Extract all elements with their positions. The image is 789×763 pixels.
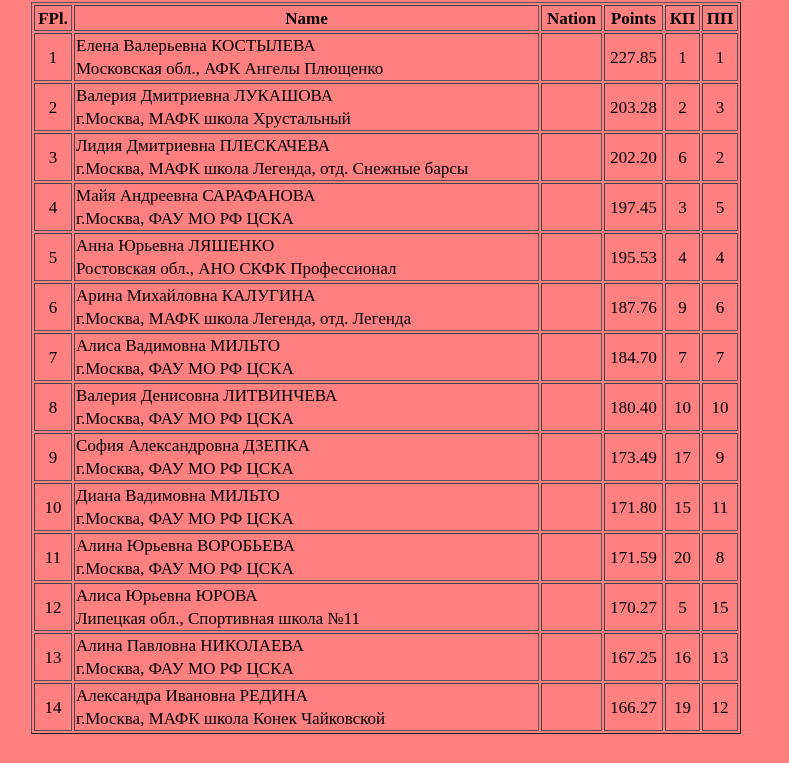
header-nation: Nation [541,5,602,31]
results-body [34,33,738,731]
place-cell: 13 [34,633,72,681]
kp-cell: 2 [665,83,700,131]
skater-name: Диана Вадимовна МИЛЬТО [76,486,280,505]
skater-name: Алиса Юрьевна ЮРОВА [76,586,258,605]
kp-cell: 7 [665,333,700,381]
kp-cell: 16 [665,633,700,681]
skater-club: Липецкая обл., Спортивная школа №11 [76,609,361,628]
skater-club: г.Москва, МАФК школа Конек Чайковской [76,709,386,728]
place-cell: 7 [34,333,72,381]
nation-cell [541,233,602,281]
place-cell: 5 [34,233,72,281]
table-row [34,383,738,431]
skater-name: Лидия Дмитриевна ПЛЕСКАЧЕВА [76,136,331,155]
points-cell: 197.45 [604,183,663,231]
table-row [34,33,738,81]
table-row [34,583,738,631]
results-table [31,2,741,734]
table-row [34,183,738,231]
skater-cell [74,483,539,531]
place-cell: 14 [34,683,72,731]
points-cell: 167.25 [604,633,663,681]
place-cell: 4 [34,183,72,231]
skater-cell [74,133,539,181]
kp-cell: 15 [665,483,700,531]
skater-cell [74,83,539,131]
nation-cell [541,333,602,381]
skater-name: Майя Андреевна САРАФАНОВА [76,186,316,205]
skater-club: г.Москва, МАФК школа Легенда, отд. Снежные барсы [76,159,469,178]
nation-cell [541,683,602,731]
skater-cell [74,633,539,681]
points-cell: 202.20 [604,133,663,181]
skater-club: г.Москва, ФАУ МО РФ ЦСКА [76,659,294,678]
pp-cell: 6 [702,283,738,331]
kp-cell: 5 [665,583,700,631]
table-row [34,683,738,731]
points-cell: 203.28 [604,83,663,131]
skater-cell [74,433,539,481]
pp-cell: 5 [702,183,738,231]
points-cell: 184.70 [604,333,663,381]
pp-cell: 11 [702,483,738,531]
nation-cell [541,133,602,181]
skater-name: Алина Юрьевна ВОРОБЬЕВА [76,536,295,555]
place-cell: 12 [34,583,72,631]
nation-cell [541,383,602,431]
pp-cell: 3 [702,83,738,131]
kp-cell: 6 [665,133,700,181]
place-cell: 8 [34,383,72,431]
nation-cell [541,583,602,631]
place-cell: 3 [34,133,72,181]
table-row [34,133,738,181]
header-pp: ПП [702,5,738,31]
place-cell: 2 [34,83,72,131]
kp-cell: 1 [665,33,700,81]
skater-club: г.Москва, ФАУ МО РФ ЦСКА [76,459,294,478]
table-row [34,533,738,581]
skater-cell [74,283,539,331]
kp-cell: 17 [665,433,700,481]
place-cell: 9 [34,433,72,481]
skater-cell [74,33,539,81]
skater-cell [74,683,539,731]
skater-name: Елена Валерьевна КОСТЫЛЕВА [76,36,316,55]
nation-cell [541,83,602,131]
skater-club: г.Москва, МАФК школа Хрустальный [76,109,351,128]
skater-club: г.Москва, ФАУ МО РФ ЦСКА [76,209,294,228]
points-cell: 171.59 [604,533,663,581]
pp-cell: 1 [702,33,738,81]
pp-cell: 10 [702,383,738,431]
table-row [34,433,738,481]
skater-club: г.Москва, ФАУ МО РФ ЦСКА [76,359,294,378]
points-cell: 195.53 [604,233,663,281]
nation-cell [541,283,602,331]
points-cell: 227.85 [604,33,663,81]
skater-cell [74,333,539,381]
kp-cell: 3 [665,183,700,231]
nation-cell [541,483,602,531]
kp-cell: 10 [665,383,700,431]
table-row [34,283,738,331]
points-cell: 187.76 [604,283,663,331]
skater-name: Александра Ивановна РЕДИНА [76,686,308,705]
table-row [34,483,738,531]
nation-cell [541,183,602,231]
header-points: Points [604,5,663,31]
place-cell: 10 [34,483,72,531]
points-cell: 171.80 [604,483,663,531]
skater-cell [74,533,539,581]
points-cell: 173.49 [604,433,663,481]
place-cell: 6 [34,283,72,331]
pp-cell: 8 [702,533,738,581]
skater-name: Алиса Вадимовна МИЛЬТО [76,336,281,355]
table-row [34,83,738,131]
header-row [34,5,738,31]
table-row [34,233,738,281]
skater-name: София Александровна ДЗЕПКА [76,436,310,455]
skater-club: Московская обл., АФК Ангелы Плющенко [76,59,384,78]
place-cell: 11 [34,533,72,581]
pp-cell: 12 [702,683,738,731]
nation-cell [541,533,602,581]
header-fpl: FPl. [34,5,72,31]
kp-cell: 19 [665,683,700,731]
nation-cell [541,633,602,681]
skater-club: Ростовская обл., АНО СКФК Профессионал [76,259,397,278]
kp-cell: 4 [665,233,700,281]
skater-name: Валерия Денисовна ЛИТВИНЧЕВА [76,386,338,405]
skater-cell [74,183,539,231]
skater-name: Арина Михайловна КАЛУГИНА [76,286,316,305]
points-cell: 166.27 [604,683,663,731]
skater-club: г.Москва, ФАУ МО РФ ЦСКА [76,559,294,578]
skater-club: г.Москва, МАФК школа Легенда, отд. Легенда [76,309,412,328]
nation-cell [541,433,602,481]
pp-cell: 15 [702,583,738,631]
pp-cell: 9 [702,433,738,481]
skater-club: г.Москва, ФАУ МО РФ ЦСКА [76,509,294,528]
pp-cell: 7 [702,333,738,381]
table-row [34,633,738,681]
points-cell: 180.40 [604,383,663,431]
skater-club: г.Москва, ФАУ МО РФ ЦСКА [76,409,294,428]
place-cell: 1 [34,33,72,81]
kp-cell: 20 [665,533,700,581]
pp-cell: 2 [702,133,738,181]
skater-cell [74,583,539,631]
kp-cell: 9 [665,283,700,331]
pp-cell: 4 [702,233,738,281]
skater-name: Алина Павловна НИКОЛАЕВА [76,636,304,655]
skater-name: Анна Юрьевна ЛЯШЕНКО [76,236,275,255]
skater-name: Валерия Дмитриевна ЛУКАШОВА [76,86,334,105]
nation-cell [541,33,602,81]
table-row [34,333,738,381]
points-cell: 170.27 [604,583,663,631]
header-kp: КП [665,5,700,31]
skater-cell [74,383,539,431]
pp-cell: 13 [702,633,738,681]
header-name: Name [74,5,539,31]
skater-cell [74,233,539,281]
